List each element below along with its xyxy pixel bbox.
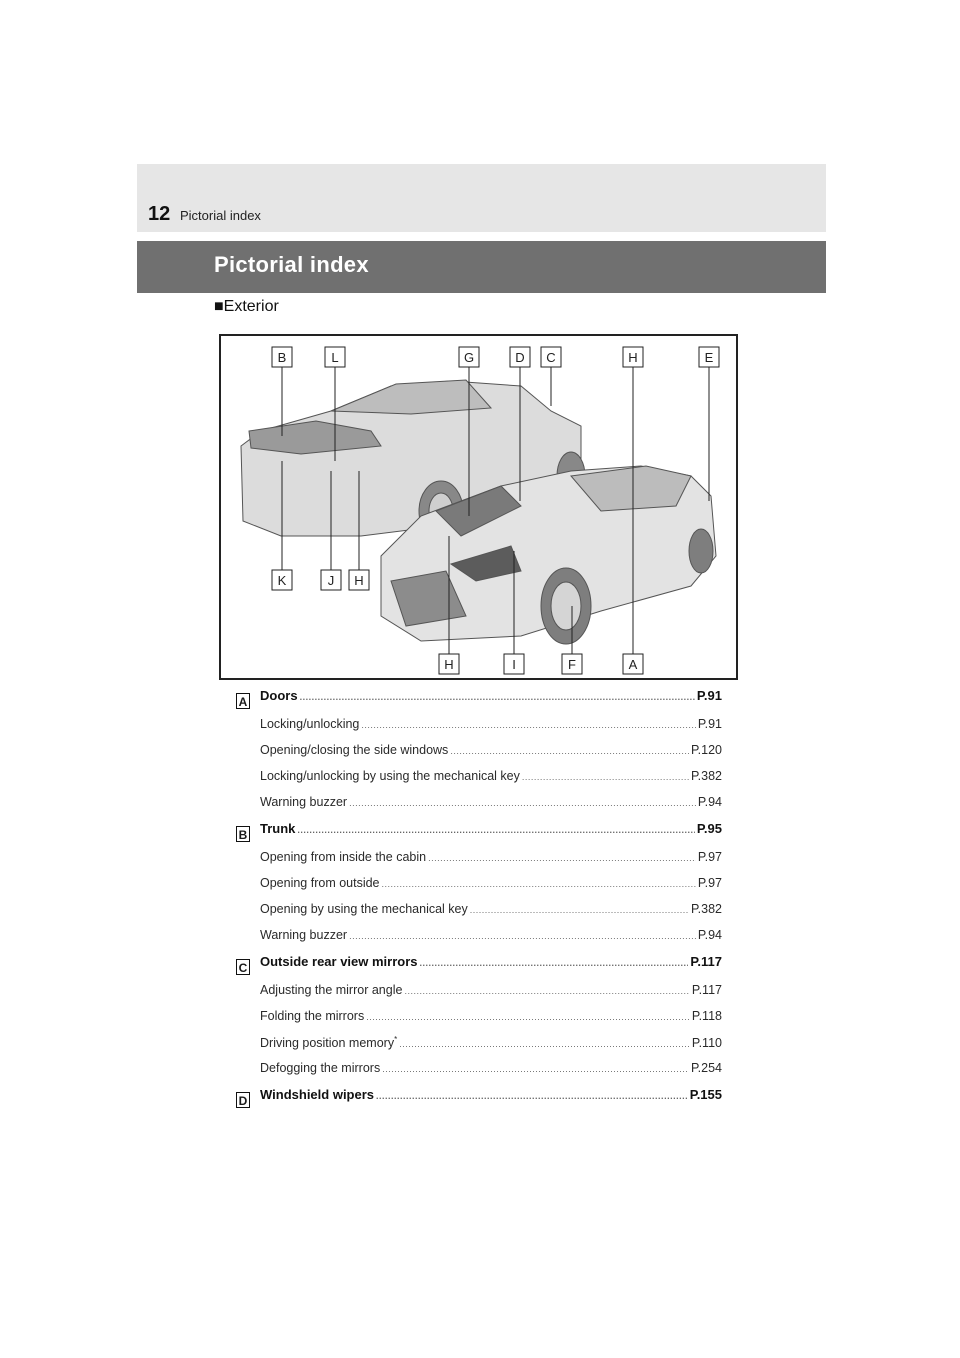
page-ref[interactable]: P.118	[691, 1009, 722, 1023]
callout-J: J	[327, 573, 335, 588]
sub-label: Opening from outside	[260, 876, 380, 890]
page-ref[interactable]: P.120	[690, 743, 722, 757]
entry-badge: A	[236, 693, 250, 709]
exterior-figure	[219, 334, 738, 680]
leader-dots	[399, 1039, 690, 1049]
page-ref[interactable]: P.382	[690, 902, 722, 916]
sub-line[interactable]	[236, 902, 722, 928]
entry-doors	[236, 688, 722, 821]
entry-trunk	[236, 821, 722, 954]
sub-line[interactable]	[236, 1035, 722, 1061]
sub-line[interactable]	[236, 876, 722, 902]
main-line[interactable]	[236, 688, 722, 717]
page-ref[interactable]: P.155	[689, 1087, 722, 1102]
leader-dots	[450, 746, 689, 756]
leader-dots	[470, 905, 689, 915]
page-ref[interactable]: P.95	[696, 821, 722, 836]
leader-dots	[297, 825, 695, 835]
leader-dots	[382, 879, 696, 889]
leader-dots	[404, 986, 689, 996]
sub-line[interactable]	[236, 769, 722, 795]
entry-badge: D	[236, 1092, 250, 1108]
callout-B: B	[277, 350, 287, 365]
sub-label: Adjusting the mirror angle	[260, 983, 403, 997]
sub-line[interactable]	[236, 743, 722, 769]
running-title: Pictorial index	[180, 208, 261, 223]
leader-dots	[522, 772, 689, 782]
page-ref[interactable]: P.110	[691, 1036, 722, 1051]
leader-dots	[300, 692, 695, 702]
entry-label: Outside rear view mirrors	[260, 954, 418, 969]
callout-I: I	[512, 657, 516, 672]
page-ref[interactable]: P.382	[690, 769, 722, 783]
bottom-callouts	[439, 654, 643, 674]
entry-label: Windshield wipers	[260, 1087, 375, 1102]
sub-line[interactable]	[236, 717, 722, 743]
section-heading: ■Exterior	[214, 298, 279, 315]
entry-badge: B	[236, 826, 250, 842]
footnote-mark: *	[394, 1035, 398, 1044]
sub-label: Folding the mirrors	[260, 1009, 365, 1023]
sub-line[interactable]	[236, 928, 722, 954]
main-line[interactable]	[236, 954, 722, 983]
sub-label: Locking/unlocking by using the mechanical key	[260, 769, 520, 783]
sub-label: Warning buzzer	[260, 928, 348, 942]
leader-dots	[376, 1091, 688, 1101]
callout-E: E	[704, 350, 714, 365]
page-ref[interactable]: P.117	[690, 954, 722, 969]
callout-L: L	[331, 350, 339, 365]
main-line[interactable]	[236, 1087, 722, 1116]
leader-dots	[420, 958, 689, 968]
sub-label: Defogging the mirrors	[260, 1061, 381, 1075]
entry-badge: C	[236, 959, 250, 975]
page-ref[interactable]: P.97	[697, 850, 722, 864]
leader-dots	[361, 720, 696, 730]
page-ref[interactable]: P.97	[697, 876, 722, 890]
left-bottom-callouts	[272, 570, 369, 590]
leader-dots	[366, 1012, 690, 1022]
callout-H-bottom: H	[444, 657, 454, 672]
callout-F: F	[568, 657, 576, 672]
car-illustration	[221, 336, 736, 678]
callout-H-left: H	[354, 573, 364, 588]
entry-wipers	[236, 1087, 722, 1116]
entry-mirrors	[236, 954, 722, 1087]
sub-label: Opening from inside the cabin	[260, 850, 427, 864]
entry-label: Doors	[260, 688, 298, 703]
page-ref[interactable]: P.91	[697, 717, 722, 731]
page-number: 12	[148, 203, 171, 225]
page-ref[interactable]: P.254	[690, 1061, 722, 1075]
sub-line[interactable]	[236, 1009, 722, 1035]
main-line[interactable]	[236, 821, 722, 850]
sub-line[interactable]	[236, 850, 722, 876]
leader-dots	[349, 931, 696, 941]
page-ref[interactable]: P.94	[697, 795, 722, 809]
entry-label: Trunk	[260, 821, 296, 836]
callout-K: K	[277, 573, 287, 588]
sub-label: Opening/closing the side windows	[260, 743, 449, 757]
leader-dots	[349, 798, 696, 808]
page-ref[interactable]: P.91	[696, 688, 722, 703]
callout-C: C	[546, 350, 556, 365]
sub-label: Opening by using the mechanical key	[260, 902, 468, 916]
leader-dots	[382, 1064, 689, 1074]
page-title: Pictorial index	[214, 252, 369, 277]
sub-label: Locking/unlocking	[260, 717, 360, 731]
callout-G: G	[463, 350, 475, 365]
callout-H-top: H	[628, 350, 638, 365]
index-entries	[236, 688, 722, 1116]
sub-label: Warning buzzer	[260, 795, 348, 809]
callout-A: A	[628, 657, 638, 672]
page-ref[interactable]: P.94	[697, 928, 722, 942]
sub-label	[260, 1035, 397, 1050]
leader-dots	[428, 853, 696, 863]
title-band	[137, 241, 826, 293]
sub-label-text: Driving position memory	[260, 1036, 395, 1051]
sub-line[interactable]	[236, 795, 722, 821]
page-ref[interactable]: P.117	[691, 983, 722, 997]
top-callouts	[272, 347, 719, 367]
sub-line[interactable]	[236, 983, 722, 1009]
sub-line[interactable]	[236, 1061, 722, 1087]
callout-D: D	[515, 350, 525, 365]
